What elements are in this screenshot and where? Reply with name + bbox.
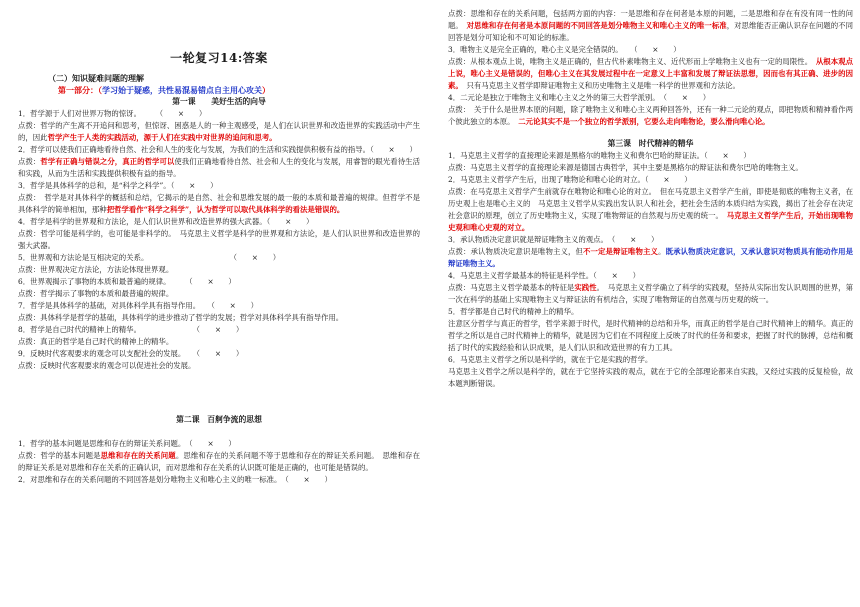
paragraph [18,474,420,486]
paragraph [18,180,420,192]
text-run: 马克思主义哲学之所以是科学的，就在于它坚持实践的观点，就在于它的全部理论都来自实践，又经过实践的反复检验，故本题判断错误。 [448,367,853,388]
paragraph [18,276,420,288]
paragraph [18,144,420,156]
lesson-1-body [18,108,420,372]
text-run: 4．二元论是独立于唯物主义和唯心主义之外的第三大哲学派别。 （ × ） [448,93,711,102]
paragraph [18,360,420,372]
highlighted-text: 既承认物质决定意识，又承认意识对物质具有能动作用是辩证唯物主义。 [448,247,853,268]
right-column [448,0,853,390]
part-one-highlight: 学习始于疑惑，共性易混易错点自主用心攻关 [102,85,262,95]
text-run: 7．哲学是具体科学的基础，对具体科学具有指导作用。 （ × ） [18,301,258,310]
paragraph [448,92,853,104]
text-run: 点拨： [18,157,41,166]
text-run: 2．哲学可以使我们正确地看待自然、社会和人生的变化与发展，为我们的生活和实践提供积极有益的指导。（ × ） [18,145,417,154]
paragraph [18,108,420,120]
paragraph [18,156,420,180]
paragraph [18,324,420,336]
paragraph [448,354,853,366]
lesson-2-continued-body [448,8,853,128]
text-run: 点拨：承认物质决定意识是唯物主义，但 [448,247,584,256]
text-run: 3．承认物质决定意识就是辩证唯物主义的观点。 （ × ） [448,235,659,244]
paragraph [18,300,420,312]
text-run: 4．马克思主义哲学最基本的特征是科学性。（ × ） [448,271,640,280]
text-run: 点拨：思维和存在的关系问题，包括两方面的内容：一是思维和存在何者是本原的问题，二是思维和存在有没有同一性的问题。 [448,9,853,30]
paragraph [18,252,420,264]
text-run: 点拨：从根本观点上说，唯物主义是正确的，但古代朴素唯物主义、近代形而上学唯物主义也有一定的局限性。 [448,57,816,66]
text-run: 点拨： 关于什么是世界本原的问题，除了唯物主义和唯心主义两种回答外，还有一种二元论的观点，即把物质和精神看作两个彼此独立的本原。 [448,105,853,126]
paragraph [448,162,853,174]
left-column [18,0,420,486]
text-run: 4．哲学是科学的世界观和方法论，是人们认识世界和改造世界的强大武器。（ × ） [18,217,314,226]
text-run: 点拨： 哲学是对具体科学的概括和总结，它揭示的是自然、社会和思维发展的最一般的本质和最普遍的规律。但哲学不是具体科学的简单相加，那种 [18,193,420,214]
text-run: 点拨：哲学的产生离不开追问和思考，但惊讶、困惑是人的一种主观感受，是人们在认识世界和改造世界的实践活动中产生的，因此 [18,121,420,142]
text-run: 注意区分哲学与真正的哲学，哲学来源于时代，是时代精神的总结和升华，而真正的哲学是自己时代精神上的精华。真正的哲学之所以是自己时代精神上的精华，就是因为它们在不同程度上反映了时代的任务和要求，把握了时代的脉搏，总结和概括了时代的实践经验和认识成果，是人们认识和改造世界的有力工具。 [448,319,853,352]
paragraph [448,104,853,128]
lesson-1-heading: 第一课 美好生活的向导 [172,97,266,106]
text-run: 。思维和存在的关系问题不等于思维和存在的辩证关系问题。 思维和存在的辩证关系是对思维和存在关系的正确认识，而对思维和存在关系的认识既可能是正确的，也可能是错误的。 [18,451,420,472]
highlighted-text: 实践性 [574,283,597,292]
text-run: 1．哲学的基本问题是思维和存在的辩证关系问题。 （ × ） [18,439,236,448]
paragraph [18,288,420,300]
text-run: ，对思维能否正确认识存在问题的不同回答是划分可知论和不可知论的标准。 [448,21,853,42]
text-run: 。 [658,247,666,256]
highlighted-text: 对思维和存在何者是本原问题的不同回答是划分唯物主义和唯心主义的唯一标准 [466,21,727,30]
part-one-prefix: 第一部分：（ [58,85,102,95]
text-run: 点拨：世界观决定方法论，方法论体现世界观。 [18,265,174,274]
paragraph [18,216,420,228]
highlighted-text: 从根本观点上说，唯心主义是错误的，但唯心主义在其发展过程中在一定意义上丰富和发展了辩证法思想，因而也有其正确、进步的因素。 [448,57,853,90]
highlighted-text: 二元论其实不是一个独立的哲学派别，它要么走向唯物论，要么滑向唯心论。 [518,117,770,126]
lesson-2-body [18,438,420,486]
highlighted-text: 把哲学看作“科学之科学”，认为哲学可以取代具体科学的看法是错误的。 [106,205,345,214]
paragraph [448,174,853,186]
text-run: 点拨：哲学揭示了事物的本质和最普遍的规律。 [18,289,174,298]
paragraph [18,264,420,276]
paragraph [448,234,853,246]
text-run: 3．唯物主义是完全正确的，唯心主义是完全错误的。 （ × ） [448,45,681,54]
text-run: 。 马克思主义哲学确立了科学的实践观，坚持从实际出发认识周围的世界，第一次在科学的基础上实现唯物主义与辩证法的有机结合，实现了唯物辩证的自然观与历史观的统一。 [448,283,853,304]
paragraph [18,438,420,450]
text-run: 6．世界观揭示了事物的本质和最普遍的规律。 （ × ） [18,277,236,286]
paragraph [18,192,420,216]
page-title: 一轮复习14:答案 [170,51,268,65]
text-run: 点拨：马克思主义哲学的直接理论来源是德国古典哲学，其中主要是黑格尔的辩证法和费尔巴哈的唯物主义。 [448,163,803,172]
text-run: 8．哲学是自己时代的精神上的精华。 （ × ） [18,325,244,334]
paragraph [448,56,853,92]
lesson-3-heading: 第三课 时代精神的精华 [607,139,694,148]
lesson-2-heading: 第二课 百舸争流的思想 [176,415,262,424]
text-run: 点拨：具体科学是哲学的基础，具体科学的进步推动了哲学的发展；哲学对具体科学具有指导作用。 [18,313,344,322]
text-run: 2．对思维和存在的关系问题的不同回答是划分唯物主义和唯心主义的唯一标准。 （ × ） [18,475,332,484]
text-run: 点拨：真正的哲学是自己时代的精神上的精华。 [18,337,174,346]
highlighted-text: 马克思主义哲学产生后，开始出现唯物史观和唯心史观的对立。 [448,211,853,232]
paragraph [448,318,853,354]
highlighted-text: 哲学有正确与错误之分，真正的哲学可以 [40,157,175,166]
paragraph [448,186,853,234]
paragraph [448,8,853,44]
lesson-3-body [448,150,853,390]
part-one-suffix: ） [262,85,270,95]
paragraph [18,336,420,348]
text-run: 点拨：哲学的基本问题是 [18,451,101,460]
highlighted-text: 思维和存在的关系问题 [100,451,176,460]
paragraph [448,246,853,270]
text-run: 3．哲学是具体科学的总和，是“科学之科学”。（ × ） [18,181,218,190]
paragraph [448,282,853,306]
paragraph [18,312,420,324]
paragraph [18,450,420,474]
text-run: 点拨：反映时代客观要求的观念可以促进社会的发展。 [18,361,196,370]
paragraph [448,150,853,162]
paragraph [448,44,853,56]
text-run: 5．世界观和方法论是互相决定的关系。 （ × ） [18,253,281,262]
paragraph [18,348,420,360]
part-one-heading [58,84,420,96]
text-run: 9．反映时代客观要求的观念可以支配社会的发展。 （ × ） [18,349,244,358]
paragraph [448,366,853,390]
paragraph [448,306,853,318]
section-title: （二）知识疑难问题的理解 [48,73,144,83]
text-run: 点拨：在马克思主义哲学产生前就存在唯物论和唯心论的对立。 但在马克思主义哲学产生前，即使是彻底的唯物主义者，在历史观上也是唯心主义的 马克思主义哲学从实践出发认识人和社会，把社会生活的本质归结为实践，揭出了社会存在决定社会意识的原理，创立了历史唯物主义，实现了唯物辩证的自然观与历史观的统一。 [448,187,853,220]
highlighted-text: 不一定是辩证唯物主义 [583,247,659,256]
paragraph [18,228,420,252]
highlighted-text: 哲学产生于人类的实践活动，源于人们在实践中对世界的追问和思考。 [47,133,277,142]
text-run: 2．马克思主义哲学产生后，出现了唯物论和唯心论的对立。（ × ） [448,175,692,184]
paragraph [448,270,853,282]
text-run: 5．哲学都是自己时代的精神上的精华。 [448,307,579,316]
text-run: 只有马克思主义哲学即辩证唯物主义和历史唯物主义是唯一科学的世界观和方法论。 [459,81,740,90]
paragraph [18,120,420,144]
text-run: 1．哲学源于人们对世界万物的惊讶。 （ × ） [18,109,207,118]
text-run: 6．马克思主义哲学之所以是科学的，就在于它是实践的哲学。 [448,355,653,364]
text-run: 点拨：马克思主义哲学最基本的特征是 [448,283,575,292]
text-run: 使我们正确地看待自然、社会和人生的变化与发展，用睿智的眼光看待生活和实践，从而为生活和实践提供积极有益的指导。 [18,157,420,178]
text-run: 1．马克思主义哲学的直接理论来源是黑格尔的唯物主义和费尔巴哈的辩证法。（ × ） [448,151,751,160]
text-run: 点拨：哲学可能是科学的，也可能是非科学的。 马克思主义哲学是科学的世界观和方法论，是人们认识世界和改造世界的强大武器。 [18,229,420,250]
